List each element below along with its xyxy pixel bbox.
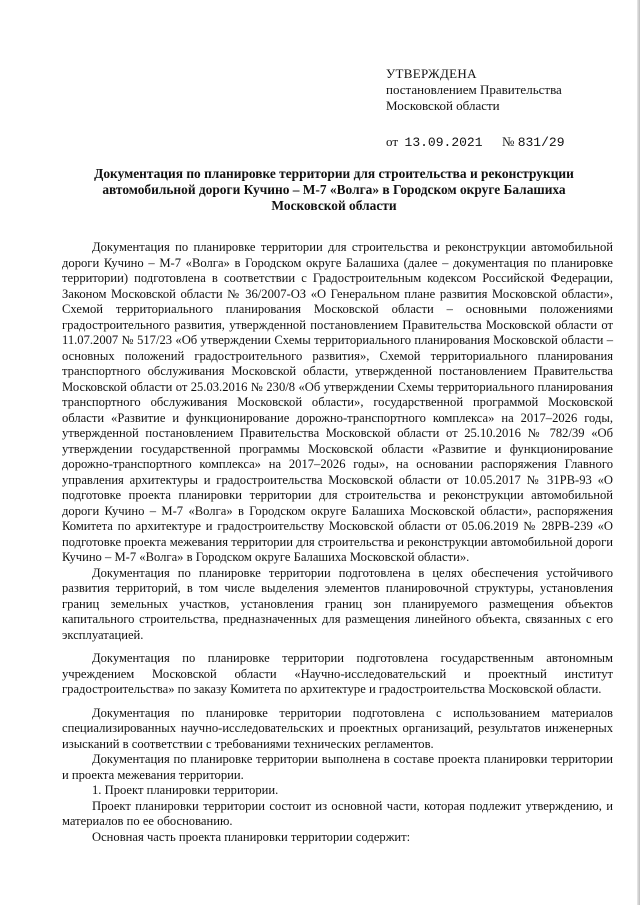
paragraph-materials: Документация по планировке территории подготовлена с использованием материалов специализированных научно-исследовательских и проектных организаций, результатов инженерных изысканий в соответствии с требованиями технических регламентов. xyxy=(62,705,613,751)
document-title xyxy=(84,166,584,214)
approval-heading: УТВЕРЖДЕНА xyxy=(386,66,477,81)
paragraph-legal-basis: Документация по планировке территории для строительства и реконструкции автомобильной дороги Кучино – М-7 «Волга» в Городском округе Балашиха (далее – документация по планировке территории) подготовлена в соответствии с Градостроительным кодексом Российской Федерации, Законом Московской области № 36/2007-ОЗ «О Генеральном плане развития Московской области», Схемой территориального планирования Московской области – основными положениями градостроительного развития, утвержденной постановлением Правительства Московской области от 11.07.2007 № 517/23 «Об утверждении Схемы территориального планирования Московской области – основных положений градостроительного развития», Схемой территориального планирования транспортного обслуживания Московской области, утвержденной постановлением Правительства Московской области от 25.03.2016 № 230/8 «Об утверждении Схемы территориального планирования транспортного обслуживания Московской области», государственной программой Московской области «Развитие и функционирование дорожно-транспортного комплекса» на 2017–2026 годы, утвержденной постановлением Правительства Московской области от 25.10.2016 № 782/39 «Об утверждении государственной программы Московской области «Развитие и функционирование дорожно-транспортного комплекса» на 2017–2026 годы», на основании распоряжения Главного управления архитектуры и градостроительства Московской области от 10.05.2017 № 31РВ-93 «О подготовке проекта планировки территории для строительства и реконструкции автомобильной дороги Кучино – М-7 «Волга» в Городском округе Балашиха Московской области», распоряжения Комитета по архитектуре и градостроительству Московской области от 05.06.2019 № 28РВ-239 «О подготовке проекта межевания территории для строительства и реконструкции автомобильной дороги Кучино – М-7 «Волга» в Городском округе Балашиха Московской области». xyxy=(62,240,613,564)
approval-authority: постановлением Правительства xyxy=(386,82,562,97)
approval-block xyxy=(386,66,626,114)
resolution-number: 831/29 xyxy=(517,135,565,150)
resolution-line xyxy=(386,134,565,150)
resolution-from-label: от xyxy=(386,134,399,149)
document-title-line-3: Московской области xyxy=(271,198,397,213)
resolution-number-label: № xyxy=(502,134,515,149)
paragraph-main-part-contents: Основная часть проекта планировки территории содержит: xyxy=(92,829,411,844)
document-title-line-1: Документация по планировке территории для строительства и реконструкции xyxy=(94,166,574,181)
approval-region: Московской области xyxy=(386,98,500,113)
paragraph-purpose: Документация по планировке территории подготовлена в целях обеспечения устойчивого развития территорий, в том числе выделения элементов планировочной структуры, установления границ земельных участков, установления границ зон планируемого размещения объектов капитального строительства, предназначенных для размещения линейного объекта, связанных с его эксплуатацией. xyxy=(62,565,613,642)
resolution-date: 13.09.2021 xyxy=(404,135,483,150)
paragraph-project-structure: Проект планировки территории состоит из основной части, которая подлежит утверждению, и материалов по ее обоснованию. xyxy=(62,798,613,828)
document-body xyxy=(62,240,613,845)
paragraph-author: Документация по планировке территории подготовлена государственным автономным учреждением Московской области «Научно-исследовательский и проектный институт градостроительства» по заказу Комитета по архитектуре и градостроительства Московской области. xyxy=(62,651,613,696)
paragraph-composition: Документация по планировке территории выполнена в составе проекта планировки территории и проекта межевания территории. xyxy=(62,752,613,782)
document-title-line-2: автомобильной дороги Кучино – М-7 «Волга» в Городском округе Балашиха xyxy=(102,182,566,197)
paragraph-section-heading: 1. Проект планировки территории. xyxy=(92,783,279,797)
